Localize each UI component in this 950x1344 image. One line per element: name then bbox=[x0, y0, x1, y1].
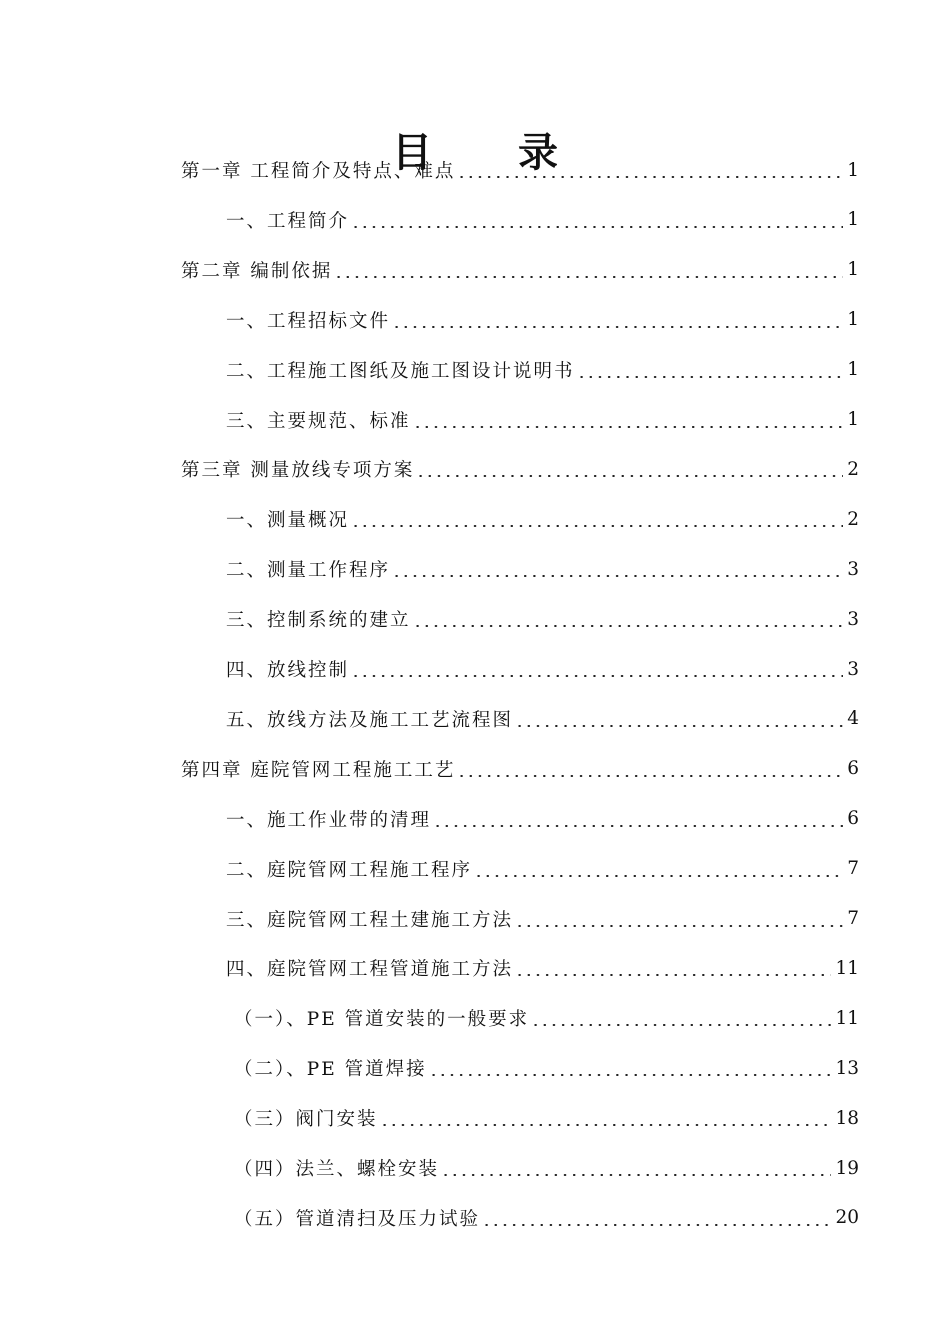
dot-leader bbox=[515, 974, 831, 976]
toc-entry-page-number: 3 bbox=[847, 658, 859, 680]
toc-entry-page-number: 1 bbox=[847, 409, 859, 430]
toc-entry[interactable] bbox=[181, 152, 859, 188]
toc-entry-page-number: 1 bbox=[847, 359, 859, 381]
toc-entry[interactable] bbox=[226, 601, 859, 637]
toc-entry-label: （一）、PE 管道安装的一般要求 bbox=[234, 1009, 530, 1031]
toc-entry-label: （五）管道清扫及压力试验 bbox=[234, 1208, 481, 1230]
toc-entry[interactable] bbox=[226, 651, 859, 687]
toc-entry-page-number: 11 bbox=[835, 1007, 859, 1029]
toc-entry-page-number: 1 bbox=[847, 209, 859, 231]
dot-leader bbox=[515, 925, 843, 927]
toc-entry-page-number: 18 bbox=[835, 1107, 859, 1129]
dot-leader bbox=[433, 825, 843, 827]
toc-entry-label: 一、施工作业带的清理 bbox=[226, 809, 432, 831]
toc-entry-page-number: 3 bbox=[847, 558, 859, 580]
toc-entry[interactable] bbox=[226, 202, 859, 238]
toc-entry-label: 第一章 工程简介及特点、难点 bbox=[181, 161, 456, 182]
dot-leader bbox=[441, 1174, 831, 1176]
toc-entry-label: 二、工程施工图纸及施工图设计说明书 bbox=[226, 360, 575, 382]
toc-entry-label: 一、工程招标文件 bbox=[226, 310, 391, 332]
toc-entry-label: 一、测量概况 bbox=[226, 510, 350, 532]
toc-entry[interactable] bbox=[226, 551, 859, 587]
dot-leader bbox=[392, 326, 843, 328]
toc-entry-page-number: 20 bbox=[835, 1207, 859, 1229]
toc-entry[interactable] bbox=[234, 1100, 859, 1136]
toc-entry[interactable] bbox=[226, 402, 859, 438]
toc-entry-page-number: 2 bbox=[847, 458, 859, 480]
dot-leader bbox=[515, 725, 843, 727]
toc-entry-label: 五、放线方法及施工工艺流程图 bbox=[226, 709, 514, 731]
toc-entry-label: 二、庭院管网工程施工程序 bbox=[226, 859, 473, 881]
toc-entry-label: 四、庭院管网工程管道施工方法 bbox=[226, 959, 514, 981]
toc-entry-label: 三、控制系统的建立 bbox=[226, 610, 411, 632]
toc-entry[interactable] bbox=[234, 1000, 859, 1036]
toc-entry[interactable] bbox=[226, 302, 859, 338]
dot-leader bbox=[351, 525, 843, 527]
toc-entry-page-number: 1 bbox=[847, 159, 859, 181]
toc-entry[interactable] bbox=[234, 1050, 859, 1086]
toc-entry[interactable] bbox=[181, 451, 859, 487]
dot-leader bbox=[457, 775, 843, 777]
toc-entry[interactable] bbox=[234, 1150, 859, 1186]
toc-entry-page-number: 7 bbox=[847, 908, 859, 929]
toc-entry[interactable] bbox=[226, 352, 859, 388]
toc-entry-page-number: 6 bbox=[847, 808, 859, 830]
dot-leader bbox=[413, 625, 844, 627]
dot-leader bbox=[334, 276, 843, 278]
page-title: 目 录 bbox=[392, 129, 594, 176]
toc-entry-label: 三、庭院管网工程土建施工方法 bbox=[226, 909, 514, 931]
toc-entry-label: 第四章 庭院管网工程施工工艺 bbox=[181, 759, 456, 781]
dot-leader bbox=[429, 1074, 832, 1076]
dot-leader bbox=[413, 426, 844, 428]
toc-entry[interactable] bbox=[226, 801, 859, 837]
dot-leader bbox=[531, 1024, 831, 1026]
toc-entry[interactable] bbox=[226, 701, 859, 737]
toc-entry-label: 三、主要规范、标准 bbox=[226, 410, 411, 432]
toc-entry-page-number: 11 bbox=[835, 957, 859, 979]
dot-leader bbox=[351, 226, 843, 228]
toc-entry-label: 第三章 测量放线专项方案 bbox=[181, 460, 415, 482]
toc-entry-page-number: 4 bbox=[847, 708, 859, 730]
toc-entry[interactable] bbox=[226, 950, 859, 986]
toc-entry-page-number: 1 bbox=[847, 309, 859, 331]
toc-entry-label: （三）阀门安装 bbox=[234, 1109, 378, 1131]
dot-leader bbox=[416, 475, 843, 477]
dot-leader bbox=[351, 675, 843, 677]
dot-leader bbox=[457, 176, 843, 178]
toc-entry-page-number: 2 bbox=[847, 508, 859, 530]
toc-entry-label: 二、测量工作程序 bbox=[226, 560, 391, 582]
toc-entry-label: （四）法兰、螺栓安装 bbox=[234, 1159, 440, 1180]
toc-entry-page-number: 7 bbox=[847, 858, 859, 880]
toc-entry-label: （二）、PE 管道焊接 bbox=[234, 1059, 427, 1081]
toc-entry-page-number: 1 bbox=[847, 259, 859, 281]
toc-entry[interactable] bbox=[226, 501, 859, 537]
toc-entry-page-number: 19 bbox=[835, 1157, 859, 1179]
toc-entry-page-number: 6 bbox=[847, 758, 859, 780]
toc-entry-label: 一、工程简介 bbox=[226, 210, 350, 232]
dot-leader bbox=[577, 376, 844, 378]
toc-entry[interactable] bbox=[226, 901, 859, 937]
toc-entry[interactable] bbox=[234, 1200, 859, 1236]
toc-entry[interactable] bbox=[226, 851, 859, 887]
toc-entry-page-number: 3 bbox=[847, 608, 859, 630]
toc-entry-label: 第二章 编制依据 bbox=[181, 260, 333, 282]
dot-leader bbox=[474, 875, 843, 877]
dot-leader bbox=[380, 1124, 832, 1126]
toc-entry[interactable] bbox=[181, 751, 859, 787]
dot-leader bbox=[392, 575, 843, 577]
dot-leader bbox=[482, 1224, 831, 1226]
toc-entry-page-number: 13 bbox=[835, 1057, 859, 1079]
toc-entry-label: 四、放线控制 bbox=[226, 660, 350, 681]
toc-entry[interactable] bbox=[181, 252, 859, 288]
